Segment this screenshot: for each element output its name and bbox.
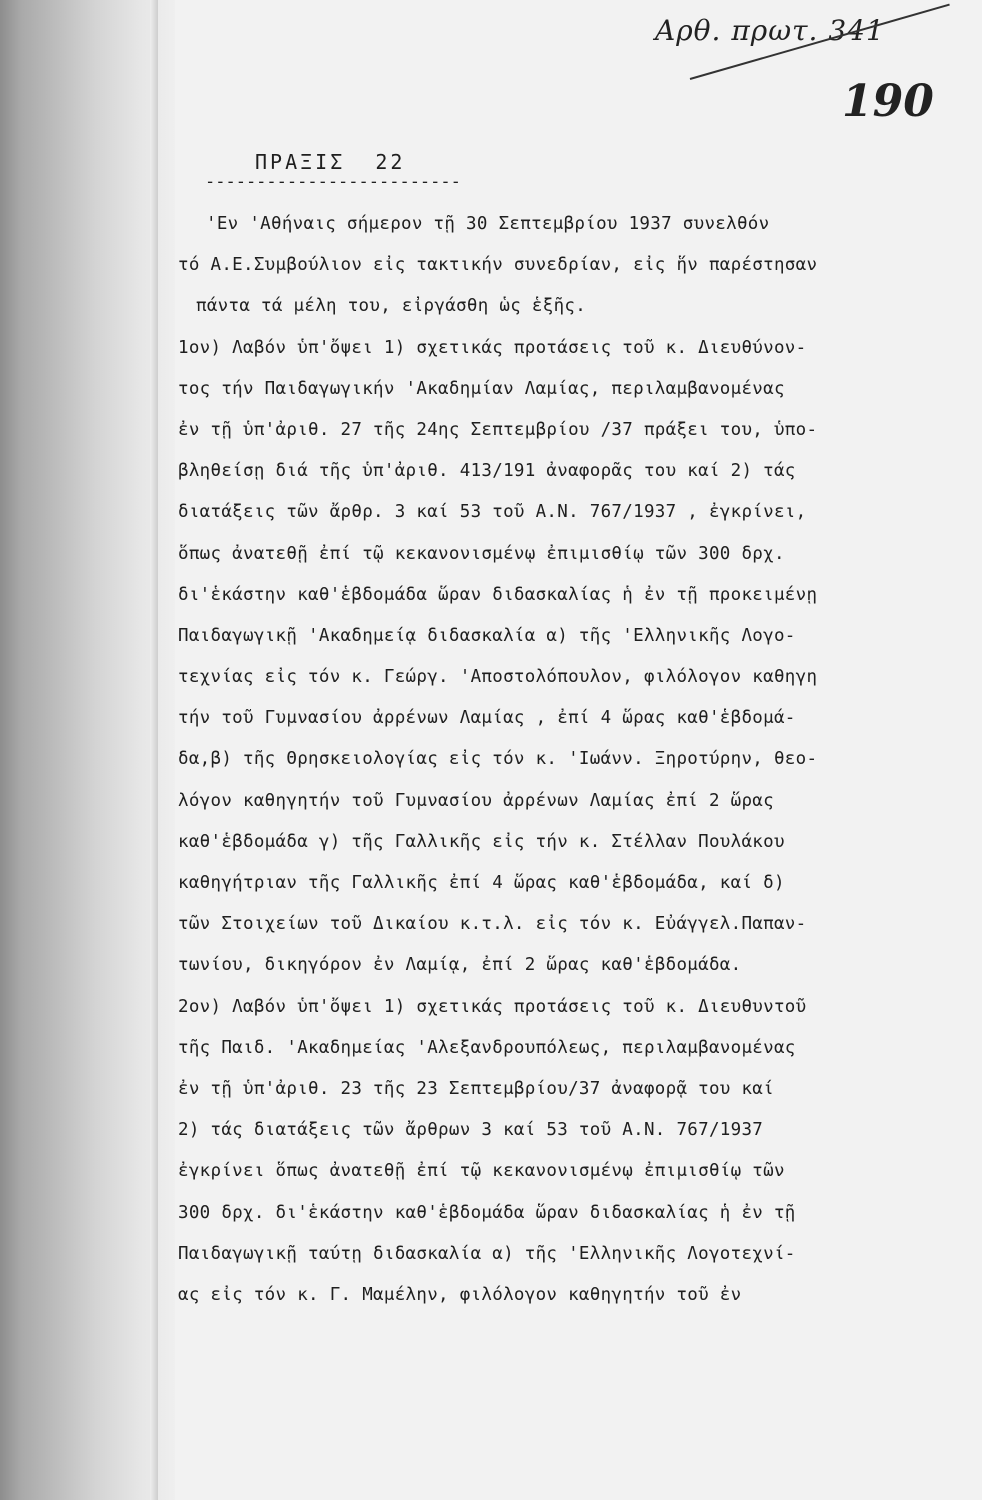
text-line: δα,β) τῆς Θρησκειολογίας εἰς τόν κ. 'Ιωάνν. Ξηροτύρην, θεο-: [178, 749, 818, 770]
text-line: τό Α.Ε.Συμβούλιον εἰς τακτικήν συνεδρίαν, εἰς ἥν παρέστησαν: [178, 255, 818, 276]
document-heading: ΠΡΑΞΙΣ 22: [255, 150, 406, 174]
handwritten-archive-ref: Αρθ. πρωτ. 341: [655, 14, 885, 47]
text-line: 1ον) Λαβόν ὑπ'ὄψει 1) σχετικάς προτάσεις τοῦ κ. Διευθύνον-: [178, 337, 807, 358]
text-line: καθ'ἑβδομάδα γ) τῆς Γαλλικῆς εἰς τήν κ. Στέλλαν Πουλάκου: [178, 831, 785, 852]
text-line: τος τήν Παιδαγωγικήν 'Ακαδημίαν Λαμίας, περιλαμβανομένας: [178, 378, 785, 399]
text-line: καθηγήτριαν τῆς Γαλλικῆς ἐπί 4 ὥρας καθ'ἑβδομάδα, καί δ): [178, 873, 785, 893]
text-line: τεχνίας εἰς τόν κ. Γεώργ. 'Αποστολόπουλον, φιλόλογον καθηγη: [178, 667, 818, 688]
text-line: ἐν τῇ ὑπ'ἀριθ. 27 τῆς 24ης Σεπτεμβρίου /37 πράξει του, ὑπο-: [178, 419, 818, 440]
text-line: Παιδαγωγικῇ 'Ακαδημείᾳ διδασκαλία α) τῆς 'Ελληνικῆς Λογο-: [178, 625, 796, 646]
text-line: πάντα τά μέλη του, εἰργάσθη ὡς ἑξῆς.: [196, 296, 587, 317]
heading-underline: -------------------------: [205, 172, 461, 192]
text-line: 'Εν 'Αθήναις σήμερον τῇ 30 Σεπτεμβρίου 1937 συνελθόν: [206, 214, 770, 234]
text-line: τῶν Στοιχείων τοῦ Δικαίου κ.τ.λ. εἰς τόν κ. Εὐάγγελ.Παπαν-: [178, 914, 807, 935]
typed-minutes-text: [178, 204, 978, 1316]
text-line: λόγον καθηγητήν τοῦ Γυμνασίου ἀρρένων Λαμίας ἐπί 2 ὥρας: [178, 790, 774, 811]
handwritten-folio-number: 190: [842, 76, 934, 127]
text-line: Παιδαγωγικῇ ταύτῃ διδασκαλία α) τῆς 'Ελληνικῆς Λογοτεχνί-: [178, 1243, 796, 1264]
text-line: ὅπως ἀνατεθῇ ἐπί τῷ κεκανονισμένῳ ἐπιμισθίῳ τῶν 300 δρχ.: [178, 543, 785, 564]
text-line: 300 δρχ. δι'ἑκάστην καθ'ἑβδομάδα ὥραν διδασκαλίας ἡ ἐν τῇ: [178, 1202, 796, 1223]
text-line: διατάξεις τῶν ἄρθρ. 3 καί 53 τοῦ Α.Ν. 767/1937 , ἐγκρίνει,: [178, 502, 807, 523]
text-line: ἐν τῇ ὑπ'ἀριθ. 23 τῆς 23 Σεπτεμβρίου/37 ἀναφορᾷ του καί: [178, 1078, 774, 1099]
text-line: δι'ἑκάστην καθ'ἑβδομάδα ὥραν διδασκαλίας ἡ ἐν τῇ προκειμένῃ: [178, 584, 818, 605]
text-line: ἐγκρίνει ὅπως ἀνατεθῇ ἐπί τῷ κεκανονισμένῳ ἐπιμισθίῳ τῶν: [178, 1161, 785, 1182]
text-line: 2ον) Λαβόν ὑπ'ὄψει 1) σχετικάς προτάσεις τοῦ κ. Διευθυντοῦ: [178, 996, 807, 1017]
text-line: 2) τάς διατάξεις τῶν ἄρθρων 3 καί 53 τοῦ Α.Ν. 767/1937: [178, 1120, 764, 1141]
text-line: τωνίου, δικηγόρον ἐν Λαμίᾳ, ἐπί 2 ὥρας καθ'ἑβδομάδα.: [178, 955, 742, 976]
text-line: ας εἰς τόν κ. Γ. Μαμέλην, φιλόλογον καθηγητήν τοῦ ἐν: [178, 1284, 742, 1305]
text-line: τήν τοῦ Γυμνασίου ἀρρένων Λαμίας , ἐπί 4 ὥρας καθ'ἑβδομά-: [178, 708, 796, 729]
text-line: βληθείσῃ διά τῆς ὑπ'ἀριθ. 413/191 ἀναφορᾶς του καί 2) τάς: [178, 461, 796, 482]
text-line: τῆς Παιδ. 'Ακαδημείας 'Αλεξανδρουπόλεως, περιλαμβανομένας: [178, 1037, 796, 1058]
